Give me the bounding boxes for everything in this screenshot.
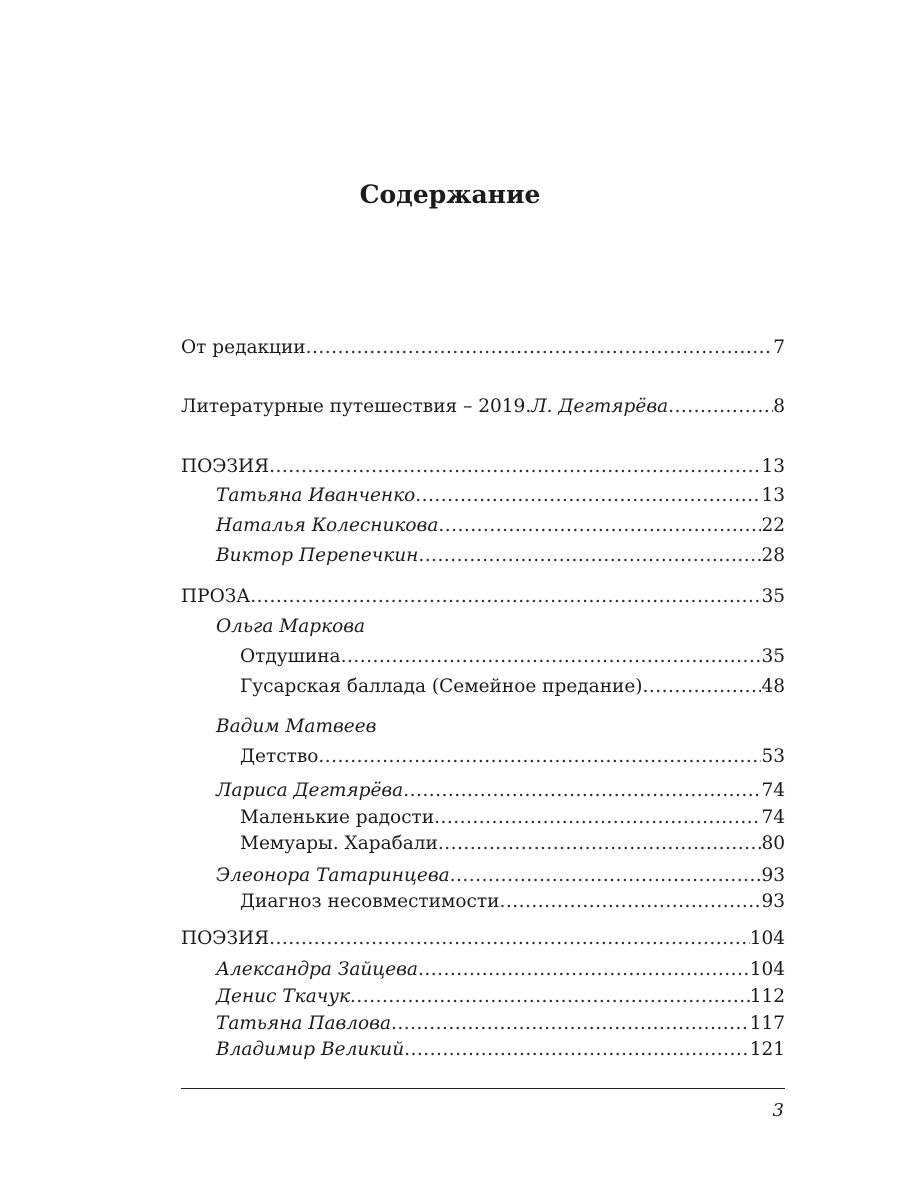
- toc-section-label: ПОЭЗИЯ: [181, 928, 270, 949]
- toc-page-number: 121: [749, 1039, 785, 1060]
- toc-page-number: 93: [761, 865, 785, 886]
- toc-entry-label: От редакции: [181, 337, 306, 358]
- page-title: Содержание: [359, 180, 541, 209]
- toc-author-entry[interactable]: [216, 544, 785, 568]
- dot-leader: [450, 864, 762, 888]
- dot-leader: [250, 585, 761, 609]
- toc-author-name: Денис Ткачук: [216, 986, 351, 1007]
- toc-work-title: Детство: [240, 746, 319, 767]
- toc-work-title: Мемуары. Харабали: [240, 833, 438, 854]
- toc-author-entry[interactable]: [216, 779, 785, 803]
- toc-entry-label: Литературные путешествия – 2019.: [181, 396, 532, 417]
- dot-leader: [318, 745, 761, 769]
- toc-page-number: 74: [761, 780, 785, 801]
- dot-leader: [418, 958, 750, 982]
- toc-work-entry[interactable]: [240, 806, 785, 830]
- page-number: 3: [772, 1100, 784, 1121]
- toc-author-entry[interactable]: [216, 985, 785, 1009]
- toc-page-number: 35: [761, 646, 785, 667]
- toc-page-number: 35: [761, 586, 785, 607]
- toc-page-number: 8: [773, 396, 785, 417]
- toc-author-entry[interactable]: [216, 864, 785, 888]
- toc-section-prose[interactable]: [181, 585, 785, 609]
- dot-leader: [438, 514, 761, 538]
- toc-work-entry[interactable]: [240, 745, 785, 769]
- dot-leader: [415, 484, 761, 508]
- toc-section-poetry[interactable]: [181, 927, 785, 951]
- toc-page-number: 7: [773, 337, 785, 358]
- dot-leader: [404, 1038, 750, 1062]
- toc-work-title: Гусарская баллада (Семейное предание): [240, 676, 643, 697]
- toc-page-number: 74: [761, 807, 785, 828]
- toc-page-number: 104: [749, 928, 785, 949]
- toc-page-number: 80: [761, 833, 785, 854]
- dot-leader: [438, 832, 762, 856]
- footer-rule: [181, 1088, 785, 1089]
- dot-leader: [643, 675, 762, 699]
- dot-leader: [269, 455, 761, 479]
- toc-author-entry[interactable]: [216, 514, 785, 538]
- toc-entry-lit-travels[interactable]: [181, 395, 785, 419]
- toc-author-name: Наталья Колесникова: [216, 515, 439, 536]
- toc-author-name: Элеонора Татаринцева: [216, 865, 450, 886]
- dot-leader: [391, 1012, 750, 1036]
- toc-entry-from-editors[interactable]: [181, 336, 785, 360]
- toc-author-entry[interactable]: [216, 1012, 785, 1036]
- toc-page-number: 53: [761, 746, 785, 767]
- dot-leader: [403, 779, 761, 803]
- toc-author-entry[interactable]: [216, 958, 785, 982]
- dot-leader: [499, 890, 761, 914]
- toc-work-entry[interactable]: [240, 890, 785, 914]
- toc-work-title: Маленькие радости: [240, 807, 435, 828]
- toc-section-poetry[interactable]: [181, 455, 785, 479]
- toc-author-name: Вадим Матвеев: [216, 716, 377, 737]
- dot-leader: [434, 806, 761, 830]
- toc-page-number: 28: [761, 545, 785, 566]
- toc-page-number: 13: [761, 485, 785, 506]
- dot-leader: [350, 985, 750, 1009]
- toc-page-number: 93: [761, 891, 785, 912]
- toc-entry-author: Л. Дегтярёва: [531, 396, 669, 417]
- toc-work-entry[interactable]: [240, 832, 785, 856]
- toc-author-entry[interactable]: [216, 1038, 785, 1062]
- toc-author-name: Лариса Дегтярёва: [216, 780, 404, 801]
- toc-author-name: Владимир Великий: [216, 1039, 405, 1060]
- dot-leader: [341, 645, 762, 669]
- toc-author-heading: [216, 715, 785, 739]
- toc-work-entry[interactable]: [240, 675, 785, 699]
- toc-author-entry[interactable]: [216, 484, 785, 508]
- toc-section-label: ПРОЗА: [181, 586, 251, 607]
- toc-author-name: Александра Зайцева: [216, 959, 418, 980]
- toc-work-title: Диагноз несовместимости: [240, 891, 500, 912]
- dot-leader: [306, 336, 774, 360]
- toc-author-heading: [216, 615, 785, 639]
- toc-author-name: Татьяна Иванченко: [216, 485, 416, 506]
- toc-page-number: 112: [749, 986, 785, 1007]
- toc-work-entry[interactable]: [240, 645, 785, 669]
- dot-leader: [418, 544, 761, 568]
- toc-page-number: 48: [761, 676, 785, 697]
- dot-leader: [269, 927, 750, 951]
- toc-author-name: Татьяна Павлова: [216, 1013, 391, 1034]
- toc-page-number: 22: [761, 515, 785, 536]
- toc-work-title: Отдушина: [240, 646, 341, 667]
- toc-section-label: ПОЭЗИЯ: [181, 456, 270, 477]
- toc-page-number: 117: [749, 1013, 785, 1034]
- toc-author-name: Ольга Маркова: [216, 616, 366, 637]
- dot-leader: [668, 395, 773, 419]
- toc-page-number: 13: [761, 456, 785, 477]
- toc-page-number: 104: [749, 959, 785, 980]
- toc-author-name: Виктор Перепечкин: [216, 545, 419, 566]
